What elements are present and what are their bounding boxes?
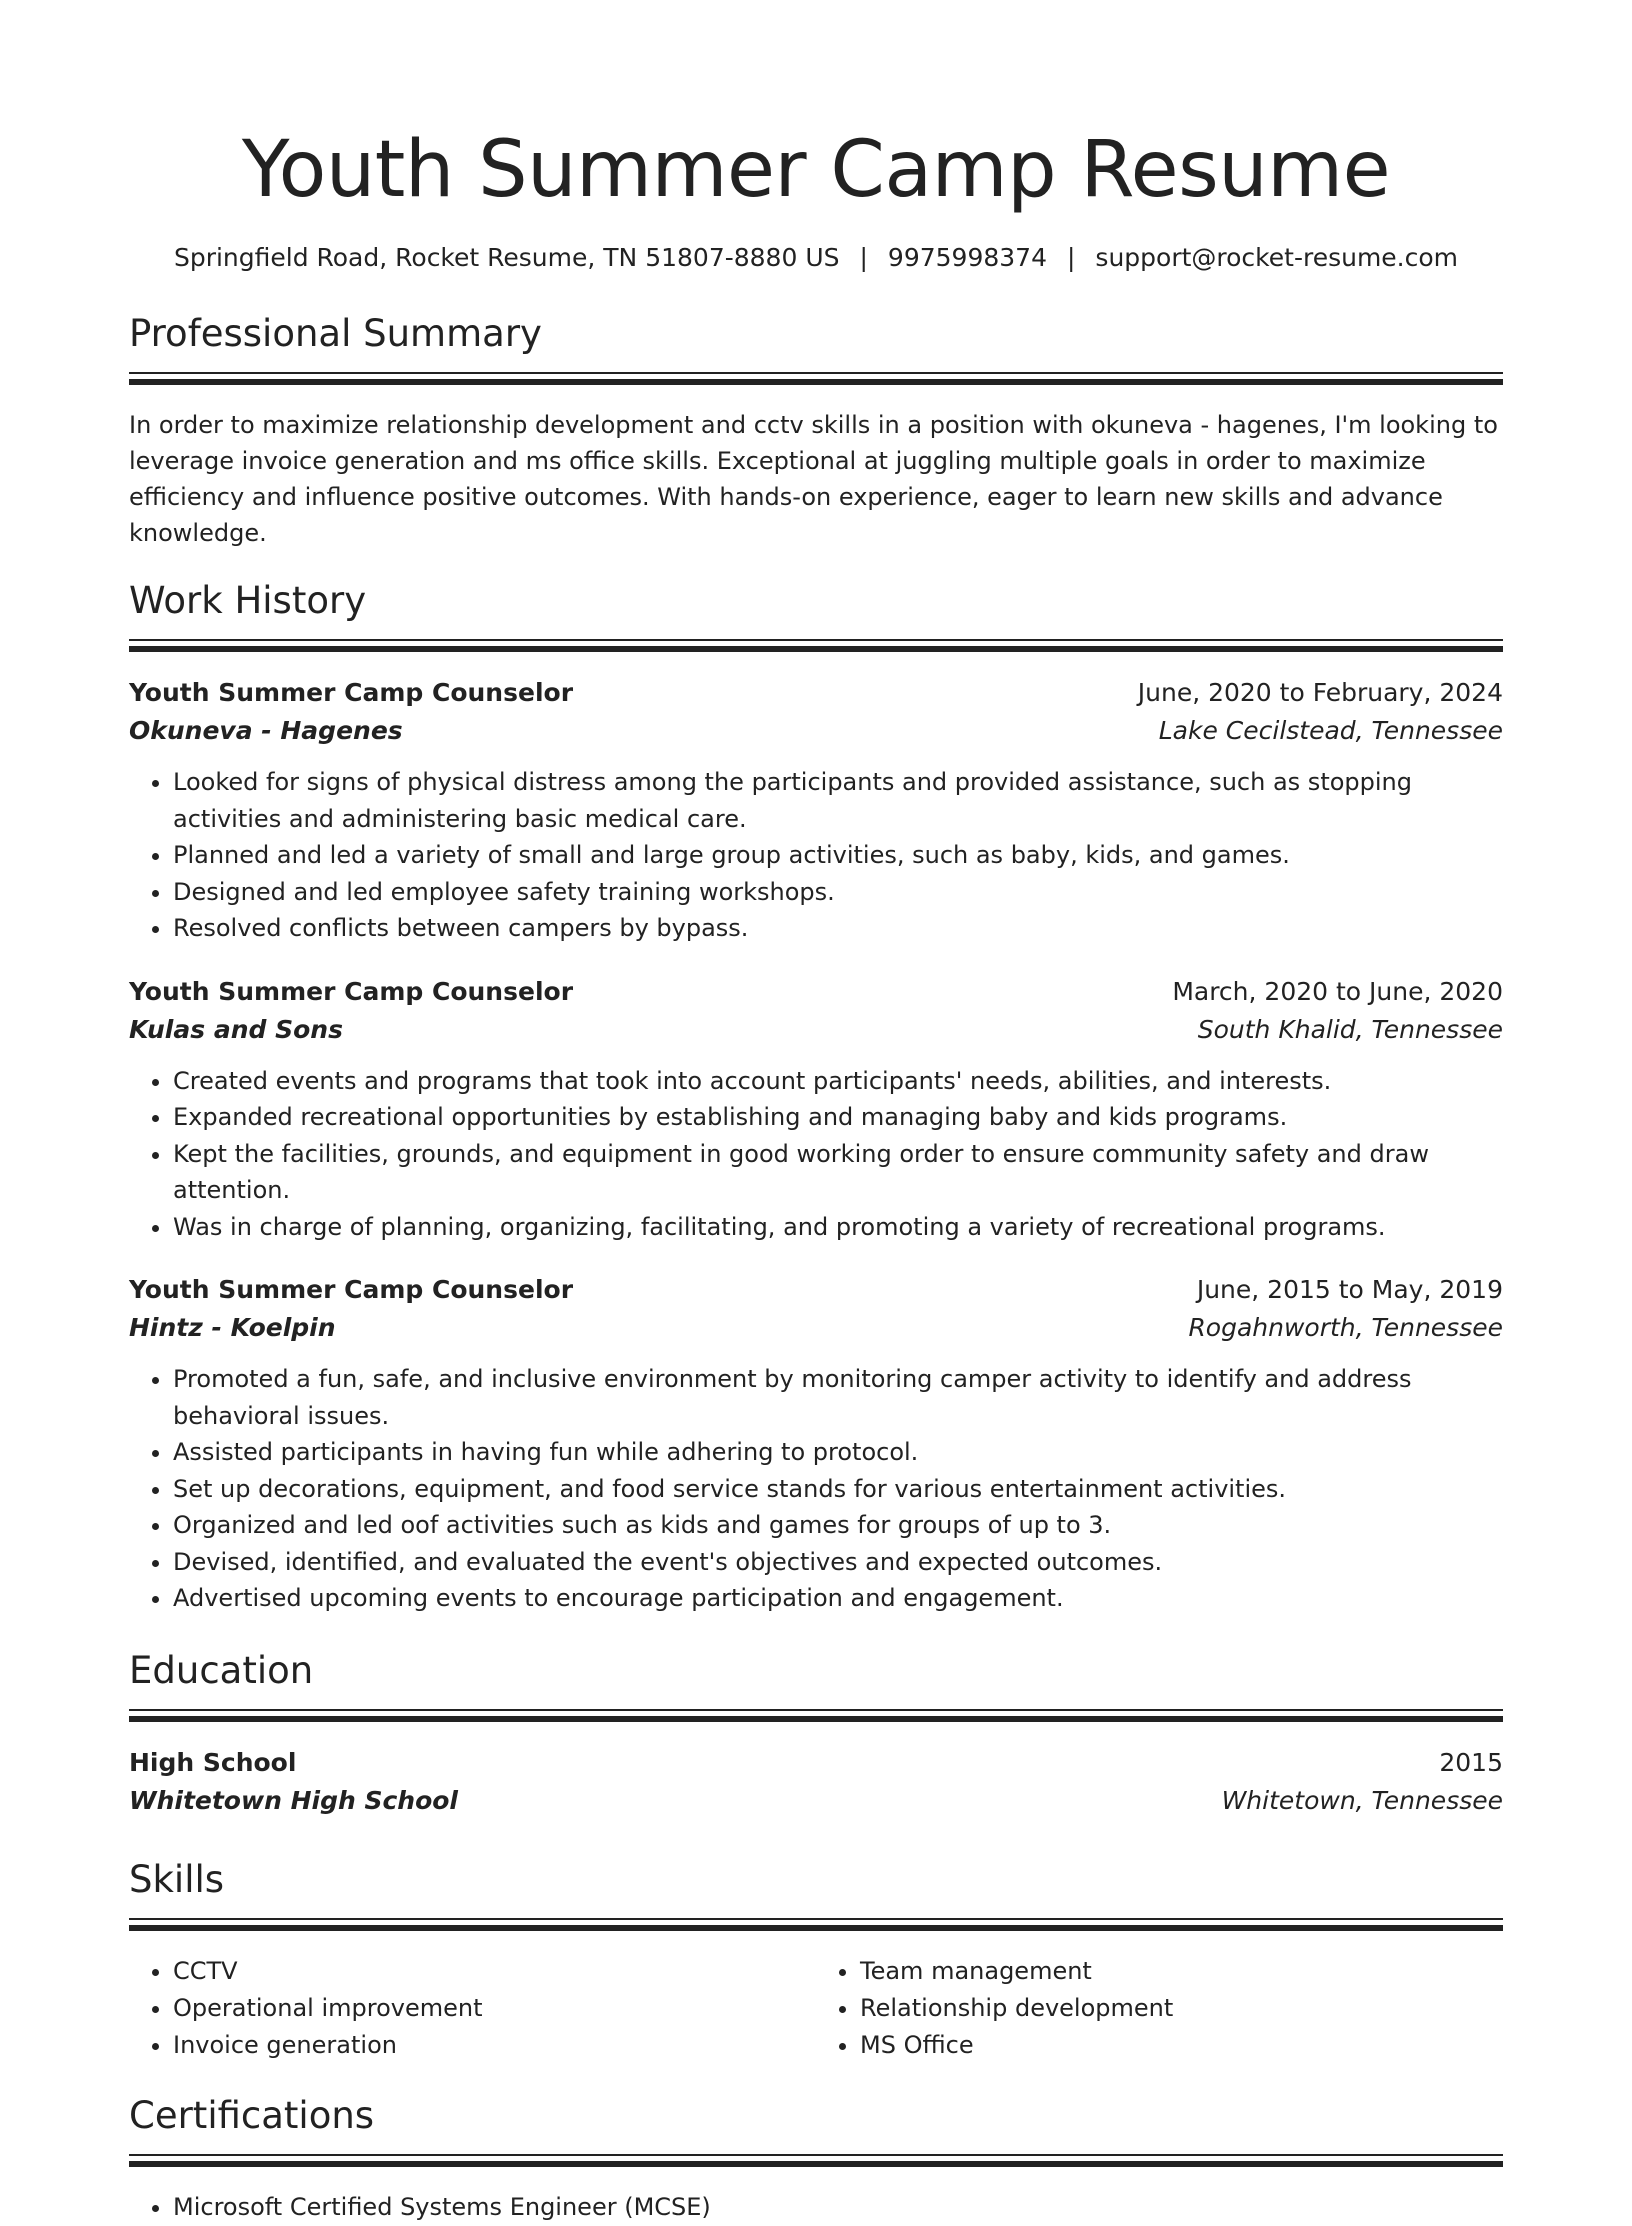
skill-item: • Operational improvement xyxy=(173,1990,816,2027)
contact-address: Springfield Road, Rocket Resume, TN 51807-8880 US xyxy=(173,243,840,272)
job-bullets xyxy=(129,1361,1503,1617)
skills-column-right xyxy=(816,1953,1503,2064)
section-heading: Skills xyxy=(129,1857,225,1901)
company-name: Okuneva - Hagenes xyxy=(129,716,403,745)
list-item: • Assisted participants in having fun while adhering to protocol. xyxy=(173,1434,1503,1471)
summary-text: In order to maximize relationship development and cctv skills in a position with okuneva - hagenes, I'm looking to leverage invoice generation and ms office skills. Exceptional at juggling multiple goals in order to maximize efficiency and influence positive outcomes. With hands-on experience, eager to learn new skills and advance knowledge. xyxy=(129,411,1498,547)
summary-section xyxy=(129,310,1503,551)
certification-item: • Microsoft Certified Systems Engineer (MCSE) xyxy=(173,2189,1503,2226)
degree: High School xyxy=(129,1747,297,1777)
job-title: Youth Summer Camp Counselor xyxy=(129,1275,574,1304)
section-heading: Education xyxy=(129,1648,314,1692)
job-dates: June, 2015 to May, 2019 xyxy=(1196,1275,1503,1304)
skill-item: • MS Office xyxy=(860,2027,1503,2064)
list-item: • Created events and programs that took into account participants' needs, abilities, and interests. xyxy=(173,1063,1503,1100)
job-entry xyxy=(129,674,1503,947)
certifications-list xyxy=(129,2189,1503,2226)
job-title: Youth Summer Camp Counselor xyxy=(129,976,574,1006)
list-item: • Looked for signs of physical distress among the participants and provided assistance, such as stopping activities and administering basic medical care. xyxy=(173,764,1503,837)
section-divider xyxy=(129,639,1503,652)
contact-line xyxy=(129,242,1503,274)
section-divider xyxy=(129,2154,1503,2167)
job-dates: June, 2020 to February, 2024 xyxy=(1137,678,1503,707)
job-dates: March, 2020 to June, 2020 xyxy=(1172,976,1503,1006)
list-item: • Kept the facilities, grounds, and equipment in good working order to ensure community safety and draw attention. xyxy=(173,1136,1503,1209)
job-location: South Khalid, Tennessee xyxy=(1197,1014,1503,1044)
skills-column-left xyxy=(129,1953,816,2064)
skill-item: • Team management xyxy=(860,1953,1503,1990)
list-item: • Resolved conflicts between campers by bypass. xyxy=(173,910,1503,947)
skill-item: • Relationship development xyxy=(860,1990,1503,2027)
skill-item: • CCTV xyxy=(173,1953,816,1990)
list-item: • Devised, identified, and evaluated the event's objectives and expected outcomes. xyxy=(173,1544,1503,1581)
job-bullets xyxy=(129,764,1503,947)
list-item: • Expanded recreational opportunities by establishing and managing baby and kids programs. xyxy=(173,1099,1503,1136)
list-item: • Designed and led employee safety training workshops. xyxy=(173,874,1503,911)
section-heading: Work History xyxy=(129,579,367,622)
contact-phone: 9975998374 xyxy=(887,243,1047,272)
school-location: Whitetown, Tennessee xyxy=(1221,1785,1503,1815)
contact-separator: | xyxy=(1066,243,1076,272)
job-location: Rogahnworth, Tennessee xyxy=(1188,1313,1503,1342)
company-name: Kulas and Sons xyxy=(129,1014,343,1044)
company-name: Hintz - Koelpin xyxy=(129,1313,336,1342)
contact-email[interactable]: support@rocket-resume.com xyxy=(1095,243,1459,272)
job-title: Youth Summer Camp Counselor xyxy=(129,678,574,707)
list-item: • Promoted a fun, safe, and inclusive environment by monitoring camper activity to identify and address behavioral issues. xyxy=(173,1361,1503,1434)
job-entry xyxy=(129,973,1503,1246)
contact-separator: | xyxy=(859,243,868,272)
job-entry xyxy=(129,1271,1503,1617)
list-item: • Was in charge of planning, organizing, facilitating, and promoting a variety of recreational programs. xyxy=(173,1209,1503,1246)
list-item: • Advertised upcoming events to encourage participation and engagement. xyxy=(173,1580,1503,1617)
job-bullets xyxy=(129,1063,1503,1246)
section-divider xyxy=(129,1709,1503,1722)
section-heading: Professional Summary xyxy=(129,312,542,355)
resume-title: Youth Summer Camp Resume xyxy=(241,125,1391,215)
education-section xyxy=(129,1647,1503,1820)
work-history-section xyxy=(129,577,1503,1617)
section-divider xyxy=(129,372,1503,385)
section-heading: Certifications xyxy=(129,2093,375,2137)
skill-item: • Invoice generation xyxy=(173,2027,816,2064)
skills-section xyxy=(129,1856,1503,2064)
school-name: Whitetown High School xyxy=(129,1785,459,1815)
list-item: • Organized and led oof activities such as kids and games for groups of up to 3. xyxy=(173,1507,1503,1544)
graduation-year: 2015 xyxy=(1439,1747,1503,1777)
job-location: Lake Cecilstead, Tennessee xyxy=(1158,716,1503,745)
section-divider xyxy=(129,1918,1503,1931)
list-item: • Planned and led a variety of small and large group activities, such as baby, kids, and games. xyxy=(173,837,1503,874)
list-item: • Set up decorations, equipment, and food service stands for various entertainment activities. xyxy=(173,1471,1503,1508)
skills-grid xyxy=(129,1953,1503,2064)
